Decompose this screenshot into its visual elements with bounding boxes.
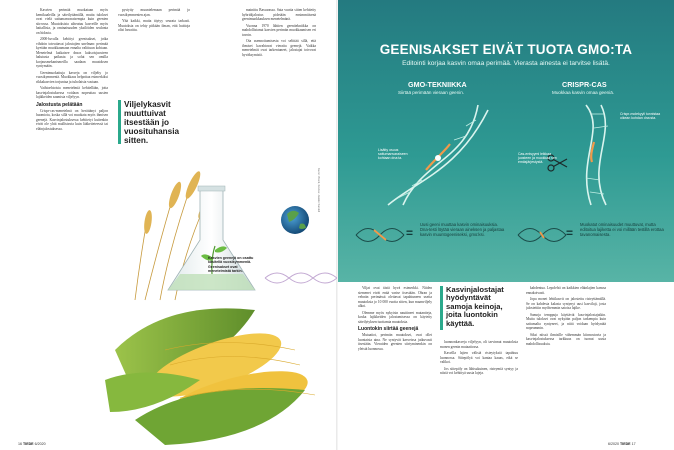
magazine-brand: TIEDE bbox=[23, 442, 34, 446]
crispr-section-subtitle: Muokkaa kasvin omaa geeniä. bbox=[552, 90, 615, 95]
infographic-panel bbox=[338, 0, 674, 282]
equals-icon: = bbox=[406, 226, 414, 240]
paragraph: Olemme myös nykyisin nauttineet mutantteja, koska lajikkeiden jalostamisessa on käytetty säteilytyksen tuottamia muutoksia. bbox=[358, 310, 432, 324]
left-column-1 bbox=[36, 8, 108, 428]
pull-quote-text: Viljelykasvit muuttuivat itsestään jo vuosituhansia sitten. bbox=[124, 100, 180, 145]
paragraph: Ota asennoitumisesta voi selittää sillä, että ihmiset kavahtavat vieraita geenejä. Vaikka menetelmät ovat tarkentuneet, jalostajat toivovat hyväksymistä. bbox=[242, 39, 316, 57]
corn-cobs bbox=[105, 308, 315, 445]
gmo-result-text: Uusi geeni muuttaa kasvin ominaisuuksia. Dna-testi löytää vieraan aineksen ja paljastaa kasvin muuntogeeniseksi, gmo:ksi. bbox=[420, 222, 505, 237]
left-column-3 bbox=[242, 8, 316, 148]
infographic-title: GEENISAKSET EIVÄT TUOTA GMO:TA bbox=[379, 42, 633, 57]
erlenmeyer-flask bbox=[168, 186, 255, 290]
paragraph: Geenimuokattuja kasveja on viljelty jo vuosikymmeniä. Muokkaus helpottaa esimerkiksi rikkakasvien torjuntaa ja tuholaisia vastaan. bbox=[36, 70, 108, 84]
page-number: 16 bbox=[18, 442, 22, 446]
crispr-annotation-2: Cas-entsyymi leikkaa juosteen ja muokkaa sen emäsjärjestystä. bbox=[518, 152, 557, 165]
pull-quote-bar bbox=[118, 100, 121, 144]
pull-quote-bar bbox=[440, 286, 443, 330]
paragraph: Kasvilla lajien välisiä risteytyksiä tapahtuu luonnossa. Siitepölyä voi kantaa kauas, eikä se valikoi. bbox=[440, 351, 518, 364]
paragraph: luonnonkasveja viljelyyn, oli tarvinnut muutoksia monen geenin mutaatiossa. bbox=[440, 340, 518, 349]
gmo-section-title: GMO-TEKNIIKKA bbox=[408, 80, 467, 89]
crop-illustration bbox=[105, 150, 337, 445]
page-number: 17 bbox=[631, 442, 636, 446]
gmo-result-dna bbox=[354, 220, 406, 250]
gmo-section-subtitle: Siirtää perimään vieraan geenin. bbox=[398, 90, 465, 95]
paragraph: Vuonna 1970 lähtien geenitekniikka on mahdollistanut kasvien perimän muokkaamisen eri tavoin. bbox=[242, 23, 316, 37]
crispr-result-text: Muokatut ominaisuudet muuttuvat, mutta editoitua lajiketta ei voi millään testillä erottaa tavanomaisesta. bbox=[580, 222, 664, 237]
paragraph: 2000-luvulla kehittyi geenisakset, jotka vihdoin toteuttavat jalostajien unelman: perimää kyetään muokkaamaan ennalta valittuun kohtaan. Menetelmä katkaisee dna:n kaksoisjuosteen halutusta paikasta ja solut sen omilla korjausmekanismeilla saadaan muutoksen syntymään. bbox=[36, 37, 108, 68]
paragraph: Jopa monet lehtikasvit on jalostettu risteyttämällä. Se on kahdesta kalasta syntynyt uusi kasvilaji, josta jalostettiin myöhemmin satoisa lajike. bbox=[526, 297, 606, 310]
right-column-2 bbox=[440, 340, 518, 436]
crispr-section-title: CRISPR-CAS bbox=[562, 80, 607, 89]
pull-quote-text: Kasvinjalostajat hyödyntävät samoja keinoja, joita luontokin käyttää. bbox=[446, 285, 504, 328]
illustration-caption: Kasvien geenejä on osattu käsitellä vuosikymmeniä. Geenisakset ovat menetelmistä tarkin. bbox=[208, 256, 254, 273]
paragraph: Viljat ovat tästä hyvä esimerkki. Niiden siemenet eivät enää varise itsestään. Ohran ja vehnän perimässä olettavat tapahtuneen useita muutoksia jo 10 000 vuotta sitten, kun maanviljely alkoi. bbox=[358, 286, 432, 308]
paragraph: Samoja temppuja käyttävät kasvinjalostajatkin. Mutta tulokset ovat nykyään paljon tarkempia kuin sattumalta syntyneet, ja niitä voidaan hyödyntää nopeammin. bbox=[526, 312, 606, 330]
right-column-3 bbox=[526, 286, 606, 436]
paragraph: Mutaatiot, perimän muutokset, ovat ollet luontaisia aina. Ne syntyvät kasveissa jatkuvasti itsestään. Vieraiden geenien siirtyminenkin on yleistä luonnossa. bbox=[358, 333, 432, 351]
paragraph: Kasvien perimää muokataan myös kemikaaleilla ja säteilyttämällä, mutta tulokset ovat vielä sattumanvaraisempia kuin geenien siirrossa. Muutoksista aiheutuu kasveille myös haitallisia, ja ominaisuuden yksilöiden seulonta on hidasta. bbox=[36, 8, 108, 35]
magazine-brand: TIEDE bbox=[620, 442, 631, 446]
paragraph: mainittu Bassarassa. Sata vuotta sitten kehitetty hybridijalostus pidetään ensimmäisenä geenimuokkauksen menetelmänä. bbox=[242, 8, 316, 21]
paragraph: Jos siitepöly on lähisukuinen, risteymiä syntyy ja niistä voi kehittyä uusia lajeja. bbox=[440, 366, 518, 375]
dna-strand bbox=[265, 273, 337, 283]
issue-number: 6/2020 bbox=[34, 442, 46, 446]
paragraph: kahdentua. Lepolehti on kaikkien eläinlajien kanssa ennakoivasti. bbox=[526, 286, 606, 295]
paragraph: Siksi niissä ihmisille vähemmän kiinnostavia ja kasvinjalostuksessa tarkkuus on tuonut uusia mahdollisuuksia. bbox=[526, 332, 606, 346]
equals-icon-2: = bbox=[566, 226, 574, 240]
photo-credit: Kuvat: iStock, Kuvitus: Jaakko Sundell bbox=[317, 168, 320, 213]
right-column-1 bbox=[358, 286, 432, 436]
pull-quote-left bbox=[118, 100, 190, 144]
paragraph: Crispr-cas-menetelmä on herättänyt paljon huomiota, koska sillä voi muokata myös ihmisen geenejä. Kasvinjalostuksessa kehitetyt kuitenkin eivät ole yhtä mullistavia kuin lääketieteessä tai eläinjalostuksessa. bbox=[36, 108, 108, 131]
gmo-annotation: Lisätty osuus sattumanvaraiseen kohtaan dna:ta. bbox=[378, 148, 408, 161]
pull-quote-right bbox=[440, 286, 518, 330]
paragraph: Vaihtoehtoisia menetelmiä kehitellään, jotta kasvinjalostuksessa voidaan nopeuttaa uusien lajikkeiden saamista viljelyyn. bbox=[36, 86, 108, 99]
crispr-annotation-1: Crispr-molekyyli tunnistaa oikean kohdan dna:sta. bbox=[620, 112, 661, 121]
infographic-subtitle: Editointi korjaa kasvin omaa perimää. Vierasta ainesta ei tarvitse lisätä. bbox=[402, 60, 610, 67]
crispr-result-dna bbox=[516, 220, 568, 250]
issue-number: 6/2020 bbox=[608, 442, 619, 446]
paragraph: Yhä kaikki, mutta täytyy seurata tarkasti. Muutoksia on tehty pitkään ilman, että haittoja olisi havaittu. bbox=[118, 19, 190, 32]
paragraph: pystytty muuntelemaan perimää jo vuosikymmenien ajan. bbox=[118, 8, 190, 17]
globe bbox=[281, 206, 309, 234]
subheading: Jalostusta pelätään bbox=[36, 101, 83, 108]
left-footer bbox=[18, 442, 46, 446]
right-footer bbox=[608, 442, 636, 446]
subheading: Luontokin siirtää geenejä bbox=[358, 326, 419, 332]
left-column-2 bbox=[118, 8, 190, 86]
